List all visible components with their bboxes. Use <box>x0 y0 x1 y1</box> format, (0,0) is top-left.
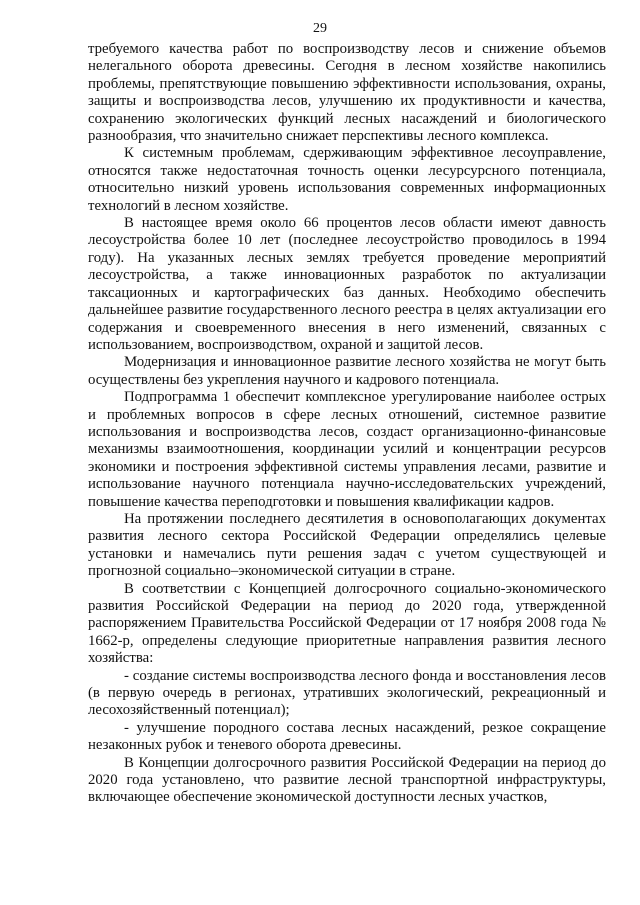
list-item: - улучшение породного состава лесных насаждений, резкое сокращение незаконных рубок и теневого оборота древесины. <box>88 719 606 754</box>
paragraph: В соответствии с Концепцией долгосрочного социально-экономического развития Российской Федерации на период до 2020 года, утвержденной распоряжением Правительства Российской Федерации от 17 ноября 2008 года № 1662-р, определены следующие приоритетные направления развития лесного хозяйства: <box>88 580 606 667</box>
paragraph: Подпрограмма 1 обеспечит комплексное урегулирование наиболее острых и проблемных вопросов в сфере лесных отношений, системное развитие использования и воспроизводства лесов, создаст организационно-финансовые механизмы взаимоотношения, координации усилий и концентрации ресурсов экономики и построения эффективной системы управления лесами, развитие и использование научного потенциала научно-исследовательских учреждений, повышение качества переподготовки и повышения квалификации кадров. <box>88 389 606 510</box>
paragraph: На протяжении последнего десятилетия в основополагающих документах развития лесного сектора Российской Федерации определялись целевые установки и намечались пути решения задач с учетом существующей и прогнозной социально–экономической ситуации в стране. <box>88 510 606 580</box>
paragraph: К системным проблемам, сдерживающим эффективное лесоуправление, относятся также недостаточная точность оценки лесурсурсного потенциала, относительно низкий уровень использования современных информационных технологий в лесном хозяйстве. <box>88 145 606 214</box>
paragraph: Модернизация и инновационное развитие лесного хозяйства не могут быть осуществлены без укрепления научного и кадрового потенциала. <box>88 354 606 388</box>
paragraph: В Концепции долгосрочного развития Российской Федерации на период до 2020 года установлено, что развитие лесной транспортной инфраструктуры, включающее обеспечение экономической доступности лесных участков, <box>88 754 606 806</box>
body-text <box>88 41 606 807</box>
list-item: - создание системы воспроизводства лесного фонда и восстановления лесов (в первую очередь в регионах, утративших экологический, рекреационный и лесохозяйственный потенциал); <box>88 667 606 719</box>
paragraph: В настоящее время около 66 процентов лесов области имеют давность лесоустройства более 10 лет (последнее лесоустройство проводилось в 1994 году). На указанных лесных землях требуется проведение мероприятий лесоустройства, а также инновационных разработок по актуализации таксационных и картографических баз данных. Необходимо обеспечить дальнейшее развитие государственного лесного реестра в целях актуализации его содержания и своевременного внесения в него изменений, связанных с использованием, воспроизводством, охраной и защитой лесов. <box>88 215 606 353</box>
page-number: 29 <box>313 21 327 36</box>
paragraph: требуемого качества работ по воспроизводству лесов и снижение объемов нелегального оборота древесины. Сегодня в лесном хозяйстве накопились проблемы, препятствующие повышению эффективности использования, охраны, защиты и воспроизводства лесов, улучшению их продуктивности и качества, сохранению экологических функций лесных насаждений и биологического разнообразия, что значительно снижает перспективы лесного комплекса. <box>88 41 606 145</box>
